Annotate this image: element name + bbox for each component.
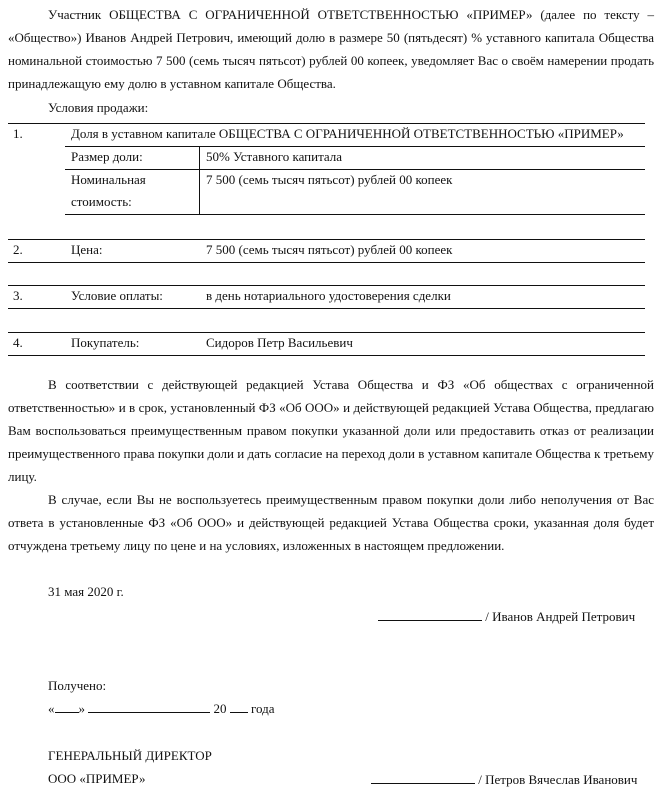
month-blank[interactable] [88,700,210,713]
table-rule [65,169,645,170]
nominal-value-label-line2: стоимость: [71,194,132,209]
item2-number: 2. [13,242,23,257]
item4-number: 4. [13,335,23,350]
payment-condition-value: в день нотариального удостоверения сделки [206,288,451,303]
body-paragraph-2 [8,488,654,557]
table-rule [8,308,645,309]
table-rule [65,214,645,215]
received-date-line [48,700,275,717]
received-label: Получено: [48,678,107,693]
table-rule [8,285,645,286]
signature-line[interactable] [378,608,482,621]
table-rule [8,355,645,356]
conditions-heading: Условия продажи: [48,100,149,115]
price-value: 7 500 (семь тысяч пятьсот) рублей 00 копеек [206,242,453,257]
nominal-value-value: 7 500 (семь тысяч пятьсот) рублей 00 копеек [206,172,453,187]
close-quote: » [78,701,85,716]
body-paragraph-1 [8,373,654,488]
director-title: ГЕНЕРАЛЬНЫЙ ДИРЕКТОР [48,748,212,763]
day-blank[interactable] [55,700,79,713]
intro-paragraph [8,3,654,95]
company-name: ООО «ПРИМЕР» [48,771,146,786]
table-rule [8,239,645,240]
buyer-value: Сидоров Петр Васильевич [206,335,353,350]
item1-number: 1. [13,126,23,141]
intro-text: Участник ОБЩЕСТВА С ОГРАНИЧЕННОЙ ОТВЕТСТВЕННОСТЬЮ «ПРИМЕР» (далее по тексту – «Общество») Иванов Андрей Петрович, имеющий долю в размере 50 (пятьдесят) % уставного капитала Общества номинальной стоимостью 7 500 (семь тысяч пятьсот) рублей 00 копеек, уведомляет Вас о своём намерении продать принадлежащую ему долю в уставном капитале Общества. [8,7,654,91]
director-signature [371,771,637,788]
body-paragraph-1-text: В соответствии с действующей редакцией Устава Общества и ФЗ «Об обществах с ограниченной ответственностью» и в срок, установленный ФЗ «Об ООО» и действующей редакцией Устава Общества, предлагаю Вам воспользоваться преимущественным правом покупки указанной доли или предоставить отказ от реализации преимущественного права покупки доли и дать согласие на переход доли в уставном капитале Общества к третьему лицу. [8,377,654,484]
table-column-divider [199,146,200,214]
share-size-label: Размер доли: [71,149,143,164]
table-rule [8,262,645,263]
year-suffix: года [251,701,275,716]
buyer-label: Покупатель: [71,335,140,350]
seller-name: / Иванов Андрей Петрович [485,609,636,624]
price-label: Цена: [71,242,103,257]
body-paragraph-2-text: В случае, если Вы не воспользуетесь преимущественным правом покупки доли либо неполучения от Вас ответа в установленные ФЗ «Об ООО» и действующей редакцией Устава Общества сроки, указанная доля будет отчуждена третьему лицу по цене и на условиях, изложенных в настоящем предложении. [8,492,654,553]
director-name: / Петров Вячеслав Иванович [478,772,638,787]
seller-signature [378,608,635,625]
nominal-value-label-line1: Номинальная [71,172,146,187]
open-quote: « [48,701,55,716]
item1-title: Доля в уставном капитале ОБЩЕСТВА С ОГРАНИЧЕННОЙ ОТВЕТСТВЕННОСТЬЮ «ПРИМЕР» [71,126,624,141]
table-rule [8,332,645,333]
payment-condition-label: Условие оплаты: [71,288,163,303]
share-size-value: 50% Уставного капитала [206,149,343,164]
item3-number: 3. [13,288,23,303]
document-date: 31 мая 2020 г. [48,584,124,599]
signature-line[interactable] [371,771,475,784]
year-blank[interactable] [230,700,248,713]
table-rule [8,123,645,124]
table-rule [65,146,645,147]
year-prefix: 20 [213,701,227,716]
